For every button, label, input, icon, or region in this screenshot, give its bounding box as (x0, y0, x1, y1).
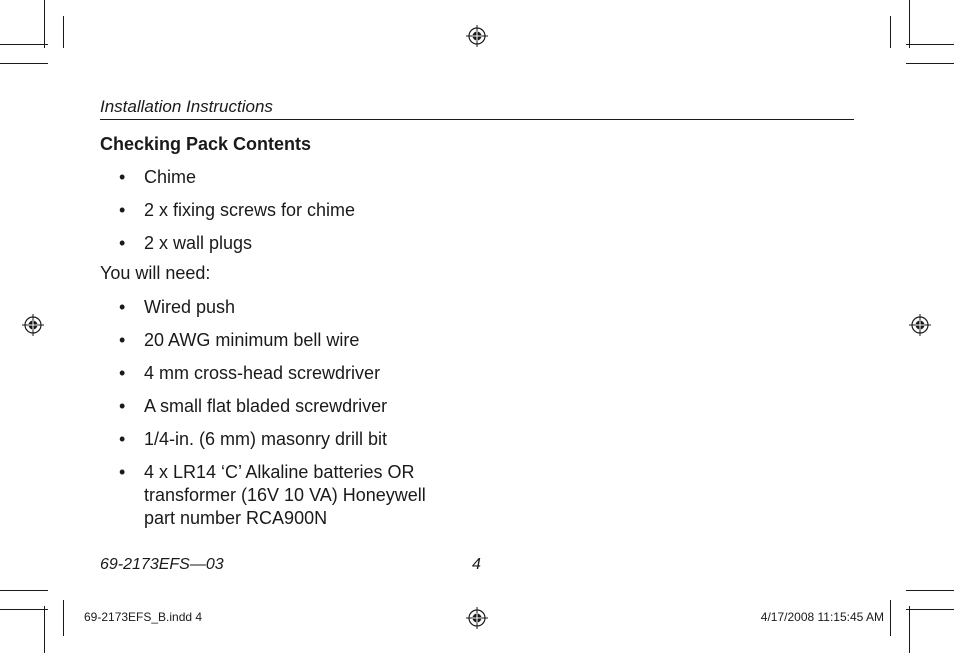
bullet: • (119, 429, 126, 449)
crop-mark (0, 63, 48, 64)
crop-mark (0, 609, 48, 610)
bullet: • (119, 363, 126, 383)
list-item (100, 166, 355, 189)
crop-mark (63, 600, 64, 636)
list-item-text: Wired push (144, 297, 236, 317)
list-item (100, 296, 426, 319)
bullet: • (119, 462, 126, 482)
list-item (100, 428, 426, 451)
crop-mark (0, 590, 48, 591)
requirements-list (100, 296, 426, 530)
running-header: Installation Instructions (100, 97, 273, 116)
list-item-text: 1/4-in. (6 mm) masonry drill bit (144, 429, 388, 449)
crop-mark (909, 606, 910, 653)
list-item (100, 232, 355, 255)
registration-mark-icon (22, 314, 44, 336)
list-item-text: A small flat bladed screwdriver (144, 396, 388, 416)
list-item-text: 20 AWG minimum bell wire (144, 330, 360, 350)
bullet: • (119, 200, 126, 220)
registration-mark-icon (909, 314, 931, 336)
crop-mark (44, 0, 45, 48)
registration-mark-icon (466, 607, 488, 629)
slug-filename: 69-2173EFS_B.indd 4 (84, 610, 203, 624)
registration-mark-icon (466, 25, 488, 47)
crop-mark (890, 16, 891, 48)
header-rule (100, 119, 854, 120)
bullet: • (119, 167, 126, 187)
bullet: • (119, 330, 126, 350)
list-item (100, 329, 426, 352)
crop-mark (890, 600, 891, 636)
crop-mark (906, 63, 954, 64)
crop-mark (44, 606, 45, 653)
list-item-text: transformer (16V 10 VA) Honeywell (144, 485, 426, 505)
requirements-label: You will need: (100, 263, 211, 283)
bullet: • (119, 396, 126, 416)
crop-mark (909, 0, 910, 48)
crop-mark (906, 44, 954, 45)
crop-mark (63, 16, 64, 48)
list-item-text: 2 x fixing screws for chime (144, 200, 356, 220)
list-item-text: 2 x wall plugs (144, 233, 253, 253)
slug-timestamp: 4/17/2008 11:15:45 AM (760, 610, 884, 624)
list-item-text: 4 mm cross-head screwdriver (144, 363, 381, 383)
pack-contents-list (100, 166, 355, 255)
bullet: • (119, 233, 126, 253)
list-item (100, 395, 426, 418)
crop-mark (906, 609, 954, 610)
bullet: • (119, 297, 126, 317)
crop-mark (0, 44, 48, 45)
list-item-text: 4 x LR14 ‘C’ Alkaline batteries OR (144, 462, 415, 482)
list-item (100, 199, 355, 222)
list-item (100, 362, 426, 385)
list-item-text: Chime (144, 167, 197, 187)
document-number: 69-2173EFS—03 (100, 556, 224, 573)
page-number: 4 (472, 556, 481, 573)
crop-mark (906, 590, 954, 591)
list-item-text: part number RCA900N (144, 508, 328, 528)
list-item (100, 461, 426, 530)
section-title: Checking Pack Contents (100, 134, 312, 154)
